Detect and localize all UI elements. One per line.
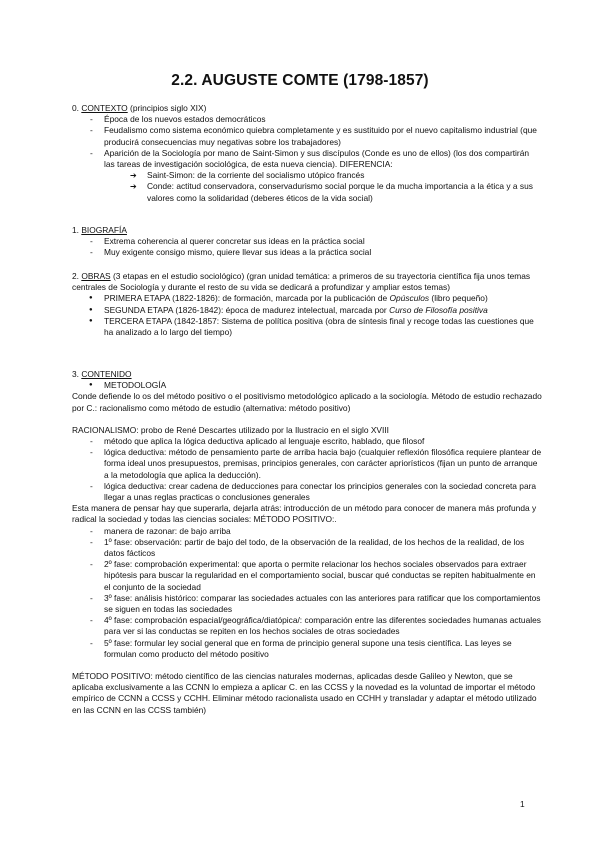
list-item: - Feudalismo como sistema económico quiebra completamente y es sustituido por el nuevo capitalismo industrial (que producirá consecuencias muy negativas sobre los trabajadores) — [72, 125, 542, 147]
list-item: - 3º fase: análisis histórico: comparar las sociedades actuales con las anteriores para ratificar que los comportamientos se siguen en todas las sociedades — [72, 593, 542, 615]
section-heading — [72, 271, 542, 293]
section-number: 3. — [72, 369, 82, 379]
stage-text: TERCERA ETAPA (1842-1857: Sistema de política positiva (obra de síntesis final y recoge todas las cuestiones que ha analizado a lo largo del tiempo) — [104, 315, 534, 338]
section-number: 2. — [72, 271, 82, 281]
section-obras — [72, 271, 542, 338]
list-item: ➔ Saint-Simon: de la corriente del socialismo utópico francés — [72, 170, 542, 181]
content-bullets — [72, 380, 542, 391]
paragraph: Esta manera de pensar hay que superarla, dejarla atrás: introducción de un método para conocer de manera más profunda y radical la sociedad y todas las ciencias sociales: MÉTODO POSITIVO:. — [72, 503, 537, 525]
list-item: - lógica deductiva: método de pensamiento parte de arriba hacia bajo (cualquier reflexión filosófica requiere plantear de forma ideal unos presupuestos, premisas, principios generales, con carácter apriorísticos (fijan un punto de arranque a la metodología que aplica la deducción). — [72, 447, 542, 481]
section-title: OBRAS — [81, 271, 111, 281]
page-number: 1 — [520, 799, 525, 809]
section-description: (3 etapas en el estudio sociológico) (gran unidad temática: a primeros de su trayectoria científica fija unos temas centrales de Sociología y durante el resto de su vida se dedicará a profundizar y ampliar estos temas) — [72, 271, 531, 293]
section-heading — [72, 369, 542, 380]
list-item: - manera de razonar: de bajo arriba — [72, 526, 542, 537]
paragraph: Conde defiende lo os del método positivo o el positivismo metodológico aplicado a la sociología. Método de estudio rechazado por C.: racionalismo como método de estudio (alternativa: método positivo) — [72, 391, 542, 413]
stage-note: (libro pequeño) — [429, 293, 488, 304]
work-title: Curso de Filosofía positiva — [389, 304, 488, 315]
stage-text: SEGUNDA ETAPA (1826-1842): época de madurez intelectual, marcada por — [104, 304, 390, 315]
section-subtitle: (principios siglo XIX) — [127, 103, 207, 113]
section-heading — [72, 225, 542, 236]
section-contenido — [72, 369, 542, 716]
list-item: ● METODOLOGÍA — [72, 380, 542, 391]
list-item: ➔ Conde: actitud conservadora, conservadurismo social porque le da mucha importancia a la ética y a sus valores como la solidaridad (deberes éticos de la vida social) — [72, 181, 542, 203]
paragraph-metodo-positivo: MÉTODO POSITIVO: método científico de las ciencias naturales modernas, aplicadas desde Galileo y Newton, que se aplicaba exclusivamente a las CCNN lo empieza a aplicar C. en las CCSS y la novedad es la voluntad de importar el método empírico de CCNN a CCSS y CCHH. Eliminar método racionalista usado en CCHH y transladar y adaptar el método utilizado en las CCNN en las CCSS también) — [72, 671, 537, 715]
list-item: - 4º fase: comprobación espacial/geográfica/diatópica/: comparación entre las diferentes sociedades humanas actuales para ver si las conductas se repiten en los hechos sociales de otras sociedades — [72, 615, 542, 637]
list-item: - 1º fase: observación: partir de bajo del todo, de la observación de la realidad, de los hechos de la realidad, de los datos fácticos — [72, 537, 542, 559]
paragraph-racionalismo: RACIONALISMO: probo de René Descartes utilizado por la Ilustracio en el siglo XVIII — [72, 424, 389, 435]
list-item: - Muy exigente consigo mismo, quiere llevar sus ideas a la práctica social — [72, 247, 542, 258]
list-item: - 5º fase: formular ley social general que en forma de principio general supone una tesis científica. Las leyes se formulan como producto del método positivo — [72, 638, 542, 660]
list-item: - Aparición de la Sociología por mano de Saint-Simon y sus discípulos (Conde es uno de ellos) (los dos compartirán las tareas de investigación sociológica, de esta nueva ciencia). DIFERENCIA: — [72, 148, 542, 170]
racionalismo-list — [72, 436, 542, 503]
list-item: - método que aplica la lógica deductiva aplicado al lenguaje escrito, hablado, que filosof — [72, 436, 542, 447]
context-list — [72, 114, 542, 170]
section-number: 0. — [72, 103, 82, 113]
list-item — [72, 293, 542, 304]
list-item — [72, 305, 542, 316]
biography-list — [72, 236, 542, 258]
section-heading — [72, 103, 542, 114]
page-title: 2.2. AUGUSTE COMTE (1798-1857) — [171, 72, 429, 89]
section-biografia — [72, 225, 542, 259]
difference-list — [72, 170, 542, 204]
stage-text: PRIMERA ETAPA (1822-1826): de formación, marcada por la publicación de — [104, 293, 390, 304]
list-item: - 2º fase: comprobación experimental: que aporta o permite relacionar los hechos sociales observados para extraer hipótesis para buscar la regularidad en el comportamiento social, buscar qué conductas se repiten habitualmente en el conjunto de la sociedad — [72, 559, 542, 593]
list-item: - lógica deductiva: crear cadena de deducciones para conectar los principios generales con la sociedad concreta para llegar a unas reglas practicas o conclusiones generales — [72, 481, 542, 503]
list-item: - Extrema coherencia al querer concretar sus ideas en la práctica social — [72, 236, 542, 247]
section-title: CONTEXTO — [81, 103, 128, 113]
section-number: 1. — [72, 225, 82, 235]
list-item: - Época de los nuevos estados democráticos — [72, 114, 542, 125]
list-item — [72, 316, 542, 338]
section-title: BIOGRAFÍA — [81, 225, 127, 235]
work-title: Opúsculos — [389, 293, 430, 304]
section-title: CONTENIDO — [81, 369, 132, 379]
section-contexto — [72, 103, 542, 204]
metodo-positivo-list — [72, 526, 542, 660]
stages-list — [72, 293, 542, 338]
